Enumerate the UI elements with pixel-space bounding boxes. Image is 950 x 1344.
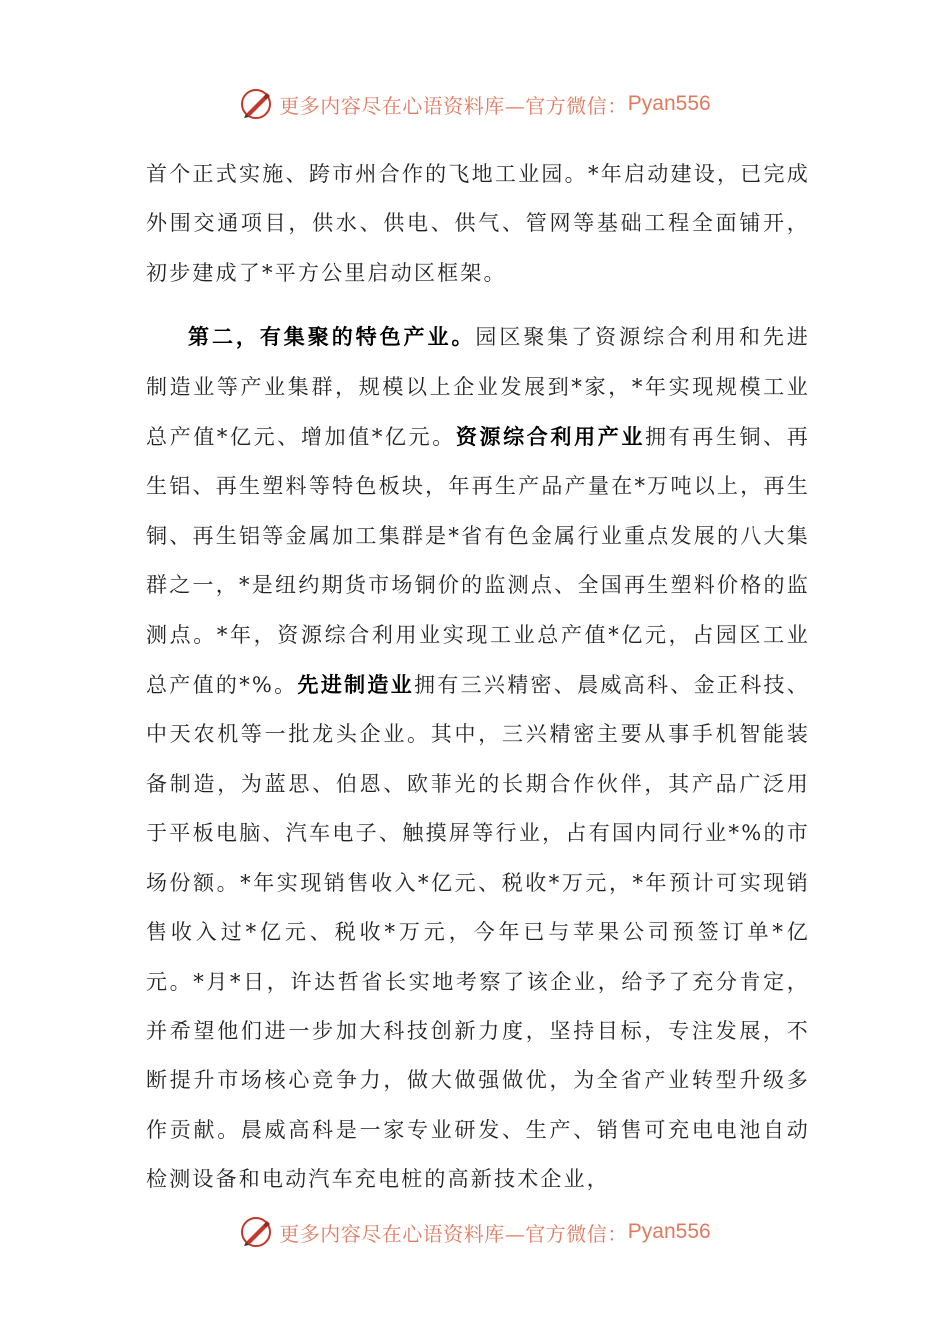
paragraph-1 xyxy=(146,150,810,298)
pen-logo-icon xyxy=(239,87,273,121)
keyword-resource-industry: 资源综合利用产业 xyxy=(455,424,645,450)
watermark-wechat-id: Pyan556 xyxy=(627,92,711,115)
section-heading: 第二，有集聚的特色产业。 xyxy=(188,324,476,350)
paragraph-1-text: 首个正式实施、跨市州合作的飞地工业园。*年启动建设，已完成外围交通项目，供水、供电、供气、管网等基础工程全面铺开，初步建成了*平方公里启动区框架。 xyxy=(146,162,810,285)
paragraph-2-text-1: 园区聚集了资源综合利用和先进制造业等产业集群，规模以上企业发展到*家，*年实现规模工业总产值*亿元、增加值*亿元。 xyxy=(146,325,810,450)
watermark-text: 更多内容尽在心语资料库—官方微信： xyxy=(279,1221,628,1246)
keyword-advanced-manufacturing: 先进制造业 xyxy=(297,672,414,698)
pen-logo-icon xyxy=(239,1215,273,1249)
header-watermark xyxy=(0,84,950,124)
paragraph-2 xyxy=(146,312,810,1204)
footer-watermark xyxy=(0,1212,950,1252)
paragraph-2-text-2: 拥有再生铜、再生铝、再生塑料等特色板块，年再生产品产量在*万吨以上，再生铜、再生铝等金属加工集群是*省有色金属行业重点发展的八大集群之一，*是纽约期货市场铜价的监测点、全国再生塑料价格的监测点。*年，资源综合利用业实现工业总产值*亿元，占园区工业总产值的*%。 xyxy=(146,425,810,698)
watermark-text: 更多内容尽在心语资料库—官方微信： xyxy=(279,93,628,118)
watermark-wechat-id: Pyan556 xyxy=(627,1220,711,1243)
paragraph-2-text-3: 拥有三兴精密、晨威高科、金正科技、中天农机等一批龙头企业。其中，三兴精密主要从事手机智能装备制造，为蓝思、伯恩、欧菲光的长期合作伙伴，其产品广泛用于平板电脑、汽车电子、触摸屏等行业，占有国内同行业*%的市场份额。*年实现销售收入*亿元、税收*万元，*年预计可实现销售收入过*亿元、税收*万元，今年已与苹果公司预签订单*亿元。*月*日，许达哲省长实地考察了该企业，给予了充分肯定，并希望他们进一步加大科技创新力度，坚持目标，专注发展，不断提升市场核心竞争力，做大做强做优，为全省产业转型升级多作贡献。晨威高科是一家专业研发、生产、销售可充电电池自动检测设备和电动汽车充电桩的高新技术企业， xyxy=(146,673,811,1192)
document-body xyxy=(146,150,810,1205)
